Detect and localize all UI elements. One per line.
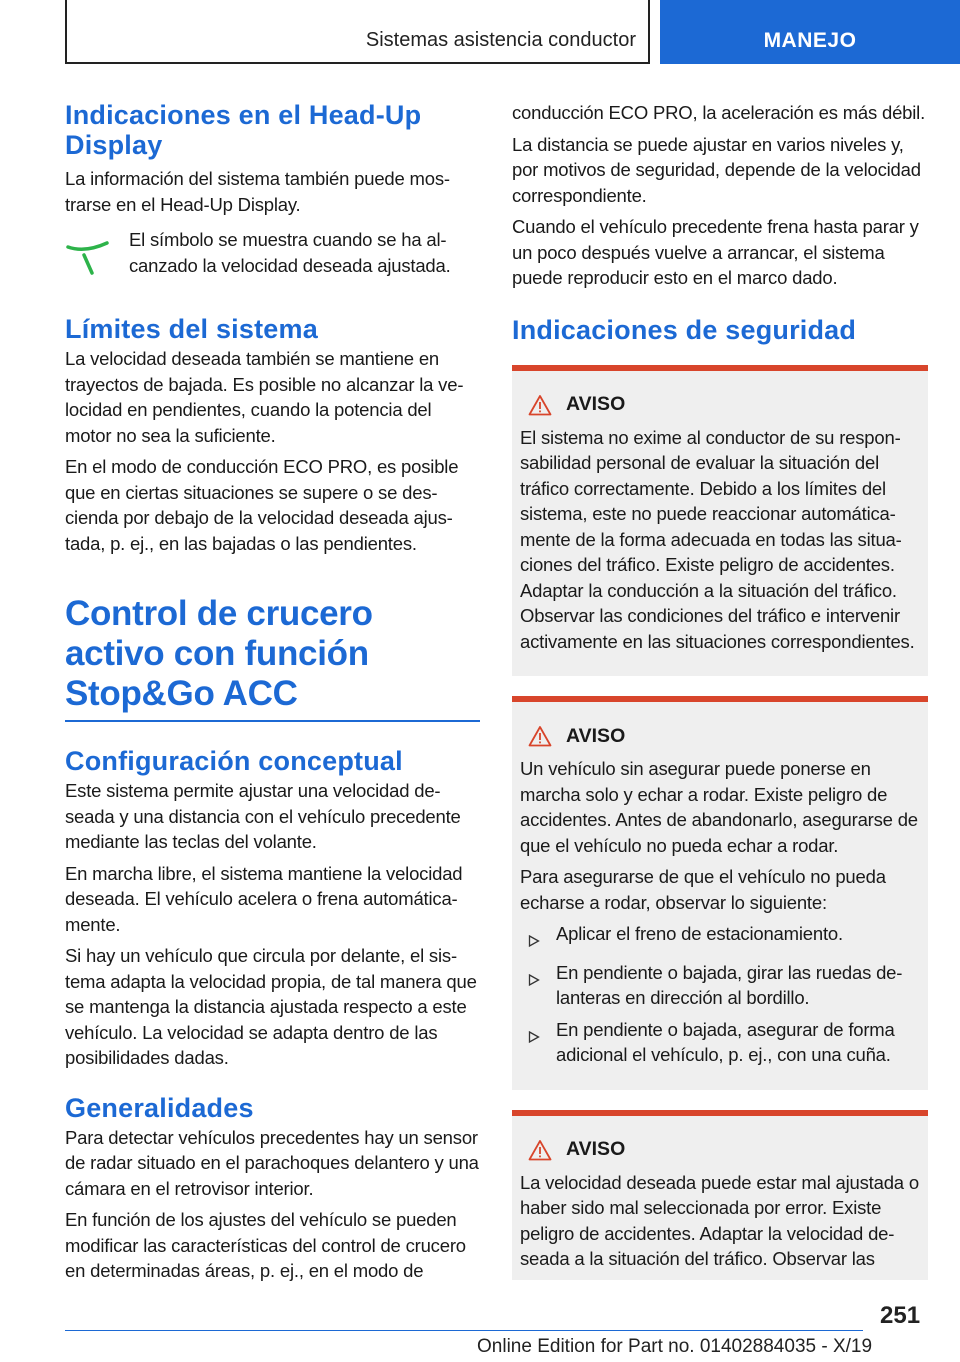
warning-box bbox=[512, 696, 928, 1090]
paragraph: conducción ECO PRO, la aceleración es más débil. bbox=[512, 102, 926, 123]
paragraph: Para detectar vehículos precedentes hay un sensor de radar situado en el parachoques delantero y una cámara en el retrovisor interior. bbox=[65, 1126, 479, 1199]
paragraph: La información del sistema también puede mostrarse en el Head-Up Display. bbox=[65, 168, 451, 215]
heading-underline bbox=[65, 720, 480, 722]
warning-label: AVISO bbox=[566, 393, 626, 415]
symbol-description bbox=[65, 227, 480, 284]
paragraph: En marcha libre, el sistema mantiene la velocidad deseada. El vehículo acelera o frena automáticamente. bbox=[65, 862, 463, 935]
warning-label: AVISO bbox=[566, 724, 626, 747]
acc-speed-reached-icon bbox=[65, 233, 115, 279]
heading-system-limits: Límites del sistema bbox=[65, 314, 318, 344]
paragraph: El símbolo se muestra cuando se ha alcanzado la velocidad deseada ajustada. bbox=[129, 229, 451, 276]
heading-head-up-display: Indicaciones en el Head-Up Display bbox=[65, 100, 422, 160]
warning-triangle-icon bbox=[528, 1139, 552, 1161]
heading-general: Generalidades bbox=[65, 1092, 254, 1123]
paragraph: Este sistema permite ajustar una velocidad deseada y una distancia con el vehículo precedente mediante las teclas del volante. bbox=[65, 780, 461, 852]
paragraph: En función de los ajustes del vehículo se pueden modificar las características del control de crucero en determinadas áreas, p. ej., en el modo de bbox=[65, 1209, 466, 1281]
footer-edition-text: Online Edition for Part no. 01402884035 - X/19 bbox=[477, 1336, 873, 1357]
header-section-title: Sistemas asistencia conductor bbox=[365, 29, 636, 51]
left-column bbox=[65, 100, 480, 1284]
warning-label: AVISO bbox=[566, 1138, 626, 1160]
warning-text: Un vehículo sin asegurar puede ponerse en marcha solo y echar a rodar. Existe peligro de accidentes. Antes de abandonarlo, asegurarse de que el vehículo no pueda echar a rodar. bbox=[520, 758, 918, 856]
warning-box bbox=[512, 1110, 928, 1280]
warning-box bbox=[512, 365, 928, 677]
footer-rule bbox=[65, 1330, 863, 1331]
warning-text: Para asegurarse de que el vehículo no pueda echarse a rodar, observar lo siguiente: bbox=[520, 866, 886, 913]
heading-concept: Configuración conceptual bbox=[65, 746, 403, 776]
list-item: En pendiente o bajada, girar las ruedas delanteras en dirección al bordillo. bbox=[520, 960, 920, 1011]
warning-triangle-icon bbox=[528, 394, 552, 416]
heading-safety: Indicaciones de seguridad bbox=[512, 314, 857, 345]
paragraph: En el modo de conducción ECO PRO, es posible que en ciertas situaciones se supere o se descienda por debajo de la velocidad deseada ajustada, p. ej., en las bajadas o las pendientes. bbox=[65, 456, 459, 554]
warning-triangle-icon bbox=[528, 725, 552, 747]
list-item: En pendiente o bajada, asegurar de forma adicional el vehículo, p. ej., con una cuña. bbox=[520, 1017, 920, 1068]
header-section-box bbox=[65, 0, 650, 64]
triangle-bullet-icon bbox=[528, 935, 540, 947]
paragraph: Si hay un vehículo que circula por delante, el sistema adapta la velocidad propia, de tal manera que se mantenga la distancia ajustada respecto a este vehículo. La velocidad se adapta dentro de las posibilidades dadas. bbox=[65, 945, 477, 1068]
page-number: 251 bbox=[880, 1302, 921, 1329]
triangle-bullet-icon bbox=[528, 1031, 540, 1043]
triangle-bullet-icon bbox=[528, 974, 540, 986]
bullet-list bbox=[520, 921, 920, 1068]
heading-main-acc: Control de crucero activo con función Stop&Go ACC bbox=[65, 594, 373, 713]
right-column bbox=[512, 100, 928, 1280]
list-item: Aplicar el freno de estacionamiento. bbox=[520, 921, 920, 954]
warning-text: El sistema no exime al conductor de su responsabilidad personal de evaluar la situación del tráfico correctamente. Debido a los límites del sistema, este no puede reaccionar automáticamente de la forma adecuada en todas las situaciones del tráfico. Existe peligro de accidentes. Adaptar la conducción a la situación del tráfico. Observar las condiciones del tráfico e intervenir activamente en las situaciones correspondientes. bbox=[520, 426, 915, 652]
header-chapter-tab bbox=[660, 0, 960, 64]
paragraph: La velocidad deseada también se mantiene en trayectos de bajada. Es posible no alcanzar la velocidad en pendientes, cuando la potencia del motor no sea la suficiente. bbox=[65, 348, 464, 446]
header-chapter-label: MANEJO bbox=[763, 29, 857, 52]
warning-text: La velocidad deseada puede estar mal ajustada o haber sido mal seleccionada por error. Existe peligro de accidentes. Adaptar la velocidad deseada a la situación del tráfico. Observar las bbox=[520, 1171, 919, 1269]
paragraph: La distancia se puede ajustar en varios niveles y, por motivos de seguridad, depende de la velocidad correspondiente. bbox=[512, 133, 921, 206]
paragraph: Cuando el vehículo precedente frena hasta parar y un poco después vuelve a arrancar, el sistema puede reproducir esto en el marco dado. bbox=[512, 216, 919, 288]
footer-edition bbox=[477, 1336, 872, 1358]
